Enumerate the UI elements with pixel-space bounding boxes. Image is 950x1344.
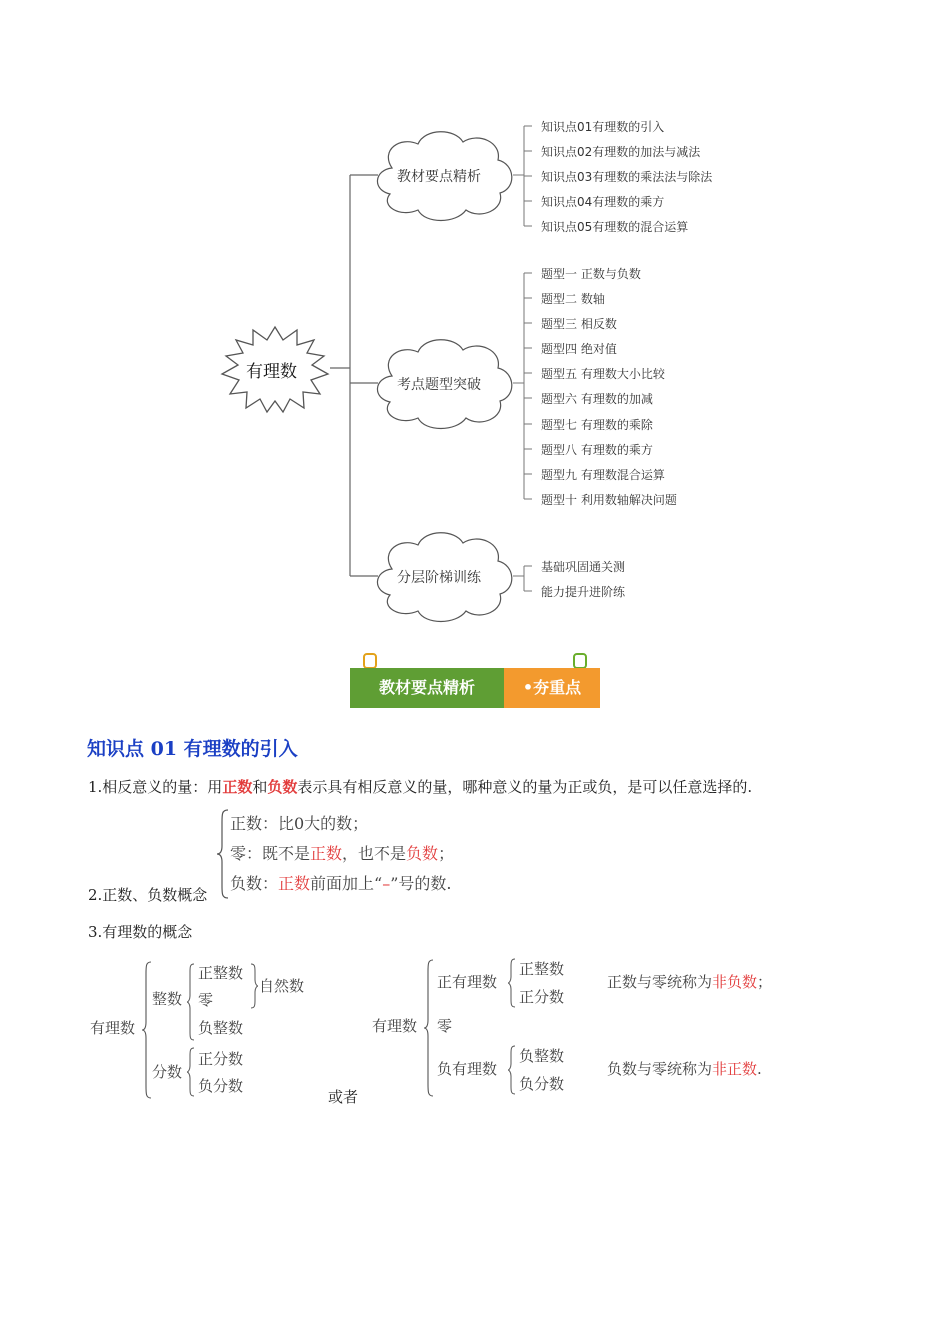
question-type-1: 题型一 正数与负数 — [541, 267, 641, 281]
concept-brace — [216, 808, 230, 900]
section-title: 知识点 01 有理数的引入 — [87, 738, 298, 760]
c2-a: 零：既不是 — [230, 844, 311, 863]
mindmap-diagram — [0, 0, 950, 640]
c3-a: 负数： — [230, 874, 279, 893]
c3-e: ”号的数. — [390, 874, 452, 893]
paragraph-3-label: 3.有理数的概念 — [88, 923, 193, 941]
class2-brace-main — [423, 958, 435, 1098]
concept-line-2 — [230, 841, 454, 864]
mindmap-root-label: 有理数 — [246, 362, 297, 382]
knowledge-item-3: 知识点03有理数的乘法法与除法 — [541, 170, 713, 184]
branch-label-2: 考点题型突破 — [397, 377, 481, 393]
class2-zero: 零 — [437, 1017, 453, 1035]
p1-negative: 负数 — [267, 778, 298, 796]
paragraph-1 — [88, 776, 752, 797]
knowledge-item-1: 知识点01有理数的引入 — [541, 120, 665, 134]
paperclip-icon — [350, 650, 600, 670]
question-type-4: 题型四 绝对值 — [541, 342, 617, 356]
class2-brace-neg — [507, 1044, 517, 1096]
class2-note-2 — [607, 1058, 762, 1079]
p1-a: 1.相反意义的量：用 — [88, 778, 223, 796]
class1-brace-frac — [186, 1046, 196, 1098]
question-type-8: 题型八 有理数的乘方 — [541, 443, 653, 457]
concept-line-3 — [230, 871, 452, 894]
banner-right-text: •夯重点 — [504, 668, 600, 708]
class1-neg-int: 负整数 — [198, 1019, 244, 1037]
branch-label-1: 教材要点精析 — [397, 169, 481, 185]
class2-brace-pos — [507, 957, 517, 1009]
question-type-6: 题型六 有理数的加减 — [541, 392, 653, 406]
note1-c: ； — [757, 973, 773, 991]
branch-label-3: 分层阶梯训练 — [397, 570, 481, 586]
root-connector — [330, 175, 378, 576]
paragraph-2-label: 2.正数、负数概念 — [88, 886, 208, 904]
training-item-1: 基础巩固通关测 — [541, 560, 626, 574]
class2-pos-frac: 正分数 — [519, 988, 565, 1006]
question-type-2: 题型二 数轴 — [541, 292, 605, 306]
question-type-10: 题型十 利用数轴解决问题 — [541, 493, 677, 507]
knowledge-item-2: 知识点02有理数的加法与减法 — [541, 145, 701, 159]
note2-b: 非正数 — [712, 1060, 758, 1078]
p1-c: 和 — [252, 778, 268, 796]
class2-pos-int: 正整数 — [519, 960, 565, 978]
section-banner — [350, 668, 600, 708]
c2-b: 正数 — [310, 844, 343, 863]
concept-line-1: 正数：比0大的数； — [230, 814, 369, 833]
class1-natural: 自然数 — [259, 977, 305, 995]
class2-neg-rat: 负有理数 — [437, 1060, 498, 1078]
class1-brace-natural — [249, 962, 259, 1010]
p1-positive: 正数 — [222, 778, 253, 796]
class2-note-1 — [607, 971, 772, 992]
class1-int: 整数 — [152, 990, 183, 1008]
class1-brace-int — [186, 962, 196, 1042]
knowledge-item-5: 知识点05有理数的混合运算 — [541, 220, 689, 234]
class1-root: 有理数 — [90, 1019, 136, 1037]
knowledge-item-4: 知识点04有理数的乘方 — [541, 195, 665, 209]
c3-d: – — [382, 874, 391, 893]
or-text: 或者 — [328, 1088, 359, 1106]
c3-b: 正数 — [278, 874, 311, 893]
c2-e: ； — [438, 844, 455, 863]
note1-b: 非负数 — [712, 973, 758, 991]
note1-a: 正数与零统称为 — [607, 973, 713, 991]
c2-c: ，也不是 — [342, 844, 407, 863]
training-item-2: 能力提升进阶练 — [541, 585, 626, 599]
class1-neg-frac: 负分数 — [198, 1077, 244, 1095]
question-type-9: 题型九 有理数混合运算 — [541, 468, 665, 482]
question-type-5: 题型五 有理数大小比较 — [541, 367, 665, 381]
class1-zero: 零 — [198, 991, 214, 1009]
class2-neg-int: 负整数 — [519, 1047, 565, 1065]
class1-pos-frac: 正分数 — [198, 1050, 244, 1068]
note2-c: . — [757, 1060, 762, 1078]
c2-d: 负数 — [406, 844, 439, 863]
class2-root: 有理数 — [372, 1017, 418, 1035]
class2-neg-frac: 负分数 — [519, 1075, 565, 1093]
class1-frac: 分数 — [152, 1063, 183, 1081]
question-type-7: 题型七 有理数的乘除 — [541, 418, 653, 432]
question-type-3: 题型三 相反数 — [541, 317, 617, 331]
c3-c: 前面加上“ — [310, 874, 383, 893]
note2-a: 负数与零统称为 — [607, 1060, 713, 1078]
class1-pos-int: 正整数 — [198, 964, 244, 982]
banner-left-text: 教材要点精析 — [350, 668, 504, 708]
p1-e: 表示具有相反意义的量，哪种意义的量为正或负，是可以任意选择的. — [297, 778, 753, 796]
class2-pos-rat: 正有理数 — [437, 973, 498, 991]
